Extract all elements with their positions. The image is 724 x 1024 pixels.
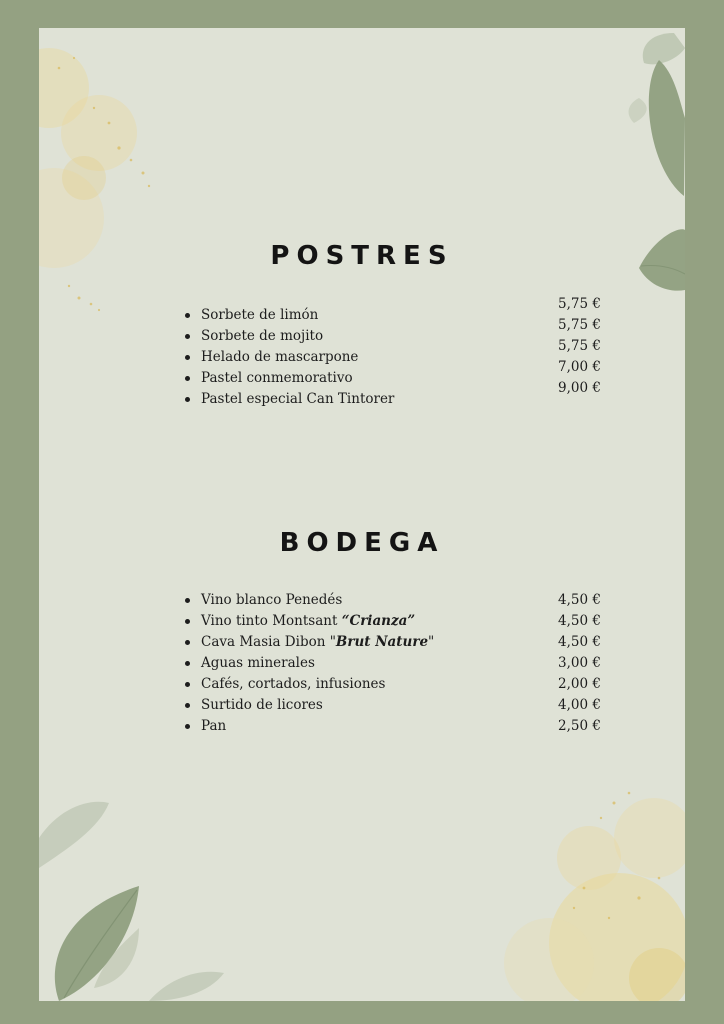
price: 5,75 € [558,296,601,312]
price: 4,00 € [558,697,601,713]
bodega-price-list [549,590,601,737]
postres-title: POSTRES [270,241,454,271]
list-item: Vino tinto Montsant “Crianza” [182,611,434,632]
leaf-cluster-bottom-left [39,798,239,1001]
price: 3,00 € [558,655,601,671]
list-item: Sorbete de limón [182,305,394,326]
menu-page [39,28,685,1001]
list-item: Pan [182,716,434,737]
postres-price-list [549,294,601,399]
price: 2,50 € [558,718,601,734]
gold-watercolor-bottom-right [489,748,685,1001]
postres-item-list [182,305,394,410]
price: 7,00 € [558,359,601,375]
list-item: Cafés, cortados, infusiones [182,674,434,695]
list-item: Aguas minerales [182,653,434,674]
gold-watercolor-top-left [39,28,179,318]
list-item: Surtido de licores [182,695,434,716]
price: 5,75 € [558,317,601,333]
price: 4,50 € [558,592,601,608]
list-item: Cava Masia Dibon "Brut Nature" [182,632,434,653]
price: 4,50 € [558,634,601,650]
bodega-title: BODEGA [279,528,445,558]
list-item: Pastel especial Can Tintorer [182,389,394,410]
price: 4,50 € [558,613,601,629]
price: 9,00 € [558,380,601,396]
price: 2,00 € [558,676,601,692]
list-item: Vino blanco Penedés [182,590,434,611]
price: 5,75 € [558,338,601,354]
bodega-item-list [182,590,434,737]
list-item: Pastel conmemorativo [182,368,394,389]
list-item: Helado de mascarpone [182,347,394,368]
list-item: Sorbete de mojito [182,326,394,347]
